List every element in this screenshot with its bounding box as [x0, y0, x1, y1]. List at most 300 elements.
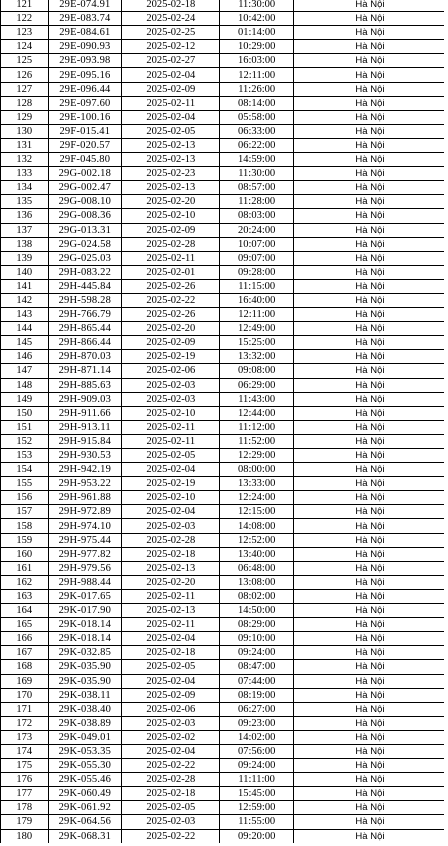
table-row: [1, 96, 448, 110]
location-cell: Hà Nội: [293, 604, 447, 618]
time-cell: 09:23:00: [220, 716, 293, 730]
time-cell: 08:57:00: [220, 181, 293, 195]
time-cell: 07:44:00: [220, 674, 293, 688]
time-cell: 12:52:00: [220, 533, 293, 547]
license-plate-cell: 29K-061.92: [48, 801, 122, 815]
time-cell: 11:55:00: [220, 815, 293, 829]
time-cell: 06:48:00: [220, 561, 293, 575]
table-row: [1, 153, 448, 167]
table-row: [1, 322, 448, 336]
table-row: [1, 547, 448, 561]
license-plate-cell: 29E-095.16: [48, 68, 122, 82]
row-number-cell: 128: [1, 96, 49, 110]
table-row: [1, 420, 448, 434]
row-number-cell: 147: [1, 364, 49, 378]
row-number-cell: 158: [1, 519, 49, 533]
row-number-cell: 178: [1, 801, 49, 815]
date-cell: 2025-02-27: [122, 54, 220, 68]
time-cell: 09:10:00: [220, 632, 293, 646]
location-cell: Hà Nội: [293, 491, 447, 505]
table-row: [1, 533, 448, 547]
license-plate-cell: 29H-953.22: [48, 477, 122, 491]
license-plate-cell: 29K-038.89: [48, 716, 122, 730]
row-number-cell: 179: [1, 815, 49, 829]
license-plate-cell: 29H-866.44: [48, 336, 122, 350]
location-cell: Hà Nội: [293, 449, 447, 463]
location-cell: Hà Nội: [293, 167, 447, 181]
date-cell: 2025-02-04: [122, 744, 220, 758]
table-row: [1, 561, 448, 575]
table-row: [1, 195, 448, 209]
date-cell: 2025-02-13: [122, 138, 220, 152]
table-row: [1, 646, 448, 660]
location-cell: Hà Nội: [293, 547, 447, 561]
row-number-cell: 160: [1, 547, 49, 561]
date-cell: 2025-02-11: [122, 434, 220, 448]
location-cell: Hà Nội: [293, 730, 447, 744]
row-number-cell: 164: [1, 604, 49, 618]
table-row: [1, 336, 448, 350]
row-number-cell: 127: [1, 82, 49, 96]
license-plate-cell: 29K-038.40: [48, 702, 122, 716]
row-number-cell: 165: [1, 618, 49, 632]
license-plate-cell: 29F-020.57: [48, 138, 122, 152]
time-cell: 10:07:00: [220, 237, 293, 251]
date-cell: 2025-02-03: [122, 716, 220, 730]
time-cell: 14:50:00: [220, 604, 293, 618]
license-plate-cell: 29K-035.90: [48, 674, 122, 688]
license-plate-cell: 29H-598.28: [48, 293, 122, 307]
date-cell: 2025-02-03: [122, 392, 220, 406]
license-plate-cell: 29K-035.90: [48, 660, 122, 674]
table-row: [1, 251, 448, 265]
row-number-cell: 177: [1, 787, 49, 801]
date-cell: 2025-02-01: [122, 265, 220, 279]
location-cell: Hà Nội: [293, 223, 447, 237]
date-cell: 2025-02-04: [122, 68, 220, 82]
row-number-cell: 167: [1, 646, 49, 660]
date-cell: 2025-02-09: [122, 336, 220, 350]
table-row: [1, 787, 448, 801]
time-cell: 11:30:00: [220, 0, 293, 12]
license-plate-cell: 29K-064.56: [48, 815, 122, 829]
table-row: [1, 618, 448, 632]
location-cell: Hà Nội: [293, 12, 447, 26]
location-cell: Hà Nội: [293, 392, 447, 406]
table-row: [1, 604, 448, 618]
location-cell: Hà Nội: [293, 477, 447, 491]
location-cell: Hà Nội: [293, 561, 447, 575]
location-cell: Hà Nội: [293, 744, 447, 758]
location-cell: Hà Nội: [293, 54, 447, 68]
time-cell: 10:29:00: [220, 40, 293, 54]
time-cell: 09:24:00: [220, 646, 293, 660]
time-cell: 09:08:00: [220, 364, 293, 378]
license-plate-cell: 29E-097.60: [48, 96, 122, 110]
table-row: [1, 759, 448, 773]
date-cell: 2025-02-20: [122, 195, 220, 209]
table-row: [1, 491, 448, 505]
location-cell: Hà Nội: [293, 350, 447, 364]
row-number-cell: 150: [1, 406, 49, 420]
license-plate-cell: 29H-974.10: [48, 519, 122, 533]
date-cell: 2025-02-11: [122, 618, 220, 632]
date-cell: 2025-02-03: [122, 519, 220, 533]
time-cell: 11:43:00: [220, 392, 293, 406]
table-row: [1, 434, 448, 448]
table-row: [1, 350, 448, 364]
location-cell: Hà Nội: [293, 787, 447, 801]
license-plate-cell: 29G-008.10: [48, 195, 122, 209]
license-plate-cell: 29H-766.79: [48, 308, 122, 322]
row-number-cell: 169: [1, 674, 49, 688]
license-plate-cell: 29E-090.93: [48, 40, 122, 54]
time-cell: 09:28:00: [220, 265, 293, 279]
date-cell: 2025-02-04: [122, 110, 220, 124]
row-number-cell: 154: [1, 463, 49, 477]
location-cell: Hà Nội: [293, 378, 447, 392]
row-number-cell: 148: [1, 378, 49, 392]
time-cell: 08:47:00: [220, 660, 293, 674]
table-row: [1, 406, 448, 420]
license-plate-cell: 29H-445.84: [48, 279, 122, 293]
license-plate-cell: 29G-013.31: [48, 223, 122, 237]
time-cell: 01:14:00: [220, 26, 293, 40]
date-cell: 2025-02-18: [122, 547, 220, 561]
table-row: [1, 265, 448, 279]
license-plate-cell: 29F-045.80: [48, 153, 122, 167]
license-plate-cell: 29E-083.74: [48, 12, 122, 26]
table-row: [1, 68, 448, 82]
date-cell: 2025-02-28: [122, 237, 220, 251]
row-number-cell: 125: [1, 54, 49, 68]
date-cell: 2025-02-28: [122, 773, 220, 787]
table-row: [1, 54, 448, 68]
table-row: [1, 632, 448, 646]
location-cell: Hà Nội: [293, 632, 447, 646]
date-cell: 2025-02-10: [122, 491, 220, 505]
time-cell: 08:03:00: [220, 209, 293, 223]
date-cell: 2025-02-19: [122, 350, 220, 364]
table-row: [1, 477, 448, 491]
row-number-cell: 122: [1, 12, 49, 26]
license-plate-cell: 29E-096.44: [48, 82, 122, 96]
row-number-cell: 121: [1, 0, 49, 12]
table-row: [1, 829, 448, 843]
location-cell: Hà Nội: [293, 138, 447, 152]
date-cell: 2025-02-13: [122, 561, 220, 575]
date-cell: 2025-02-11: [122, 96, 220, 110]
license-plate-cell: 29K-049.01: [48, 730, 122, 744]
table-row: [1, 449, 448, 463]
date-cell: 2025-02-26: [122, 279, 220, 293]
time-cell: 12:44:00: [220, 406, 293, 420]
time-cell: 11:52:00: [220, 434, 293, 448]
license-plate-cell: 29H-915.84: [48, 434, 122, 448]
row-number-cell: 124: [1, 40, 49, 54]
row-number-cell: 135: [1, 195, 49, 209]
row-number-cell: 136: [1, 209, 49, 223]
row-number-cell: 166: [1, 632, 49, 646]
table-row: [1, 589, 448, 603]
location-cell: Hà Nội: [293, 716, 447, 730]
row-number-cell: 172: [1, 716, 49, 730]
license-plate-cell: 29G-025.03: [48, 251, 122, 265]
time-cell: 20:24:00: [220, 223, 293, 237]
license-plate-cell: 29K-032.85: [48, 646, 122, 660]
date-cell: 2025-02-06: [122, 702, 220, 716]
time-cell: 06:29:00: [220, 378, 293, 392]
date-cell: 2025-02-22: [122, 759, 220, 773]
location-cell: Hà Nội: [293, 463, 447, 477]
row-number-cell: 176: [1, 773, 49, 787]
date-cell: 2025-02-10: [122, 406, 220, 420]
location-cell: Hà Nội: [293, 618, 447, 632]
date-cell: 2025-02-09: [122, 688, 220, 702]
license-plate-cell: 29H-979.56: [48, 561, 122, 575]
location-cell: Hà Nội: [293, 153, 447, 167]
date-cell: 2025-02-10: [122, 209, 220, 223]
table-row: [1, 378, 448, 392]
license-plate-cell: 29K-038.11: [48, 688, 122, 702]
row-number-cell: 159: [1, 533, 49, 547]
row-number-cell: 161: [1, 561, 49, 575]
date-cell: 2025-02-05: [122, 124, 220, 138]
time-cell: 08:00:00: [220, 463, 293, 477]
table-row: [1, 12, 448, 26]
row-number-cell: 175: [1, 759, 49, 773]
date-cell: 2025-02-13: [122, 181, 220, 195]
date-cell: 2025-02-05: [122, 801, 220, 815]
date-cell: 2025-02-02: [122, 730, 220, 744]
table-row: [1, 392, 448, 406]
location-cell: Hà Nội: [293, 181, 447, 195]
table-row: [1, 364, 448, 378]
time-cell: 13:40:00: [220, 547, 293, 561]
table-row: [1, 40, 448, 54]
time-cell: 09:24:00: [220, 759, 293, 773]
license-plate-cell: 29H-988.44: [48, 575, 122, 589]
row-number-cell: 142: [1, 293, 49, 307]
date-cell: 2025-02-04: [122, 505, 220, 519]
row-number-cell: 163: [1, 589, 49, 603]
license-plate-cell: 29H-975.44: [48, 533, 122, 547]
date-cell: 2025-02-11: [122, 420, 220, 434]
date-cell: 2025-02-04: [122, 463, 220, 477]
table-row: [1, 463, 448, 477]
license-plate-cell: 29H-909.03: [48, 392, 122, 406]
date-cell: 2025-02-11: [122, 251, 220, 265]
table-row: [1, 730, 448, 744]
license-plate-cell: 29G-002.47: [48, 181, 122, 195]
license-plate-cell: 29H-885.63: [48, 378, 122, 392]
violation-table-body: [1, 0, 448, 843]
location-cell: Hà Nội: [293, 420, 447, 434]
table-row: [1, 167, 448, 181]
location-cell: Hà Nội: [293, 702, 447, 716]
license-plate-cell: 29H-930.53: [48, 449, 122, 463]
date-cell: 2025-02-03: [122, 815, 220, 829]
location-cell: Hà Nội: [293, 279, 447, 293]
time-cell: 05:58:00: [220, 110, 293, 124]
license-plate-cell: 29K-018.14: [48, 632, 122, 646]
row-number-cell: 145: [1, 336, 49, 350]
date-cell: 2025-02-20: [122, 322, 220, 336]
table-row: [1, 773, 448, 787]
license-plate-cell: 29F-015.41: [48, 124, 122, 138]
row-number-cell: 138: [1, 237, 49, 251]
location-cell: Hà Nội: [293, 364, 447, 378]
table-row: [1, 237, 448, 251]
location-cell: Hà Nội: [293, 251, 447, 265]
row-number-cell: 143: [1, 308, 49, 322]
table-row: [1, 82, 448, 96]
license-plate-cell: 29E-074.91: [48, 0, 122, 12]
date-cell: 2025-02-23: [122, 167, 220, 181]
time-cell: 12:11:00: [220, 308, 293, 322]
table-row: [1, 124, 448, 138]
table-row: [1, 801, 448, 815]
table-row: [1, 308, 448, 322]
license-plate-cell: 29K-055.46: [48, 773, 122, 787]
location-cell: Hà Nội: [293, 40, 447, 54]
row-number-cell: 171: [1, 702, 49, 716]
time-cell: 06:27:00: [220, 702, 293, 716]
license-plate-cell: 29G-024.58: [48, 237, 122, 251]
location-cell: Hà Nội: [293, 96, 447, 110]
time-cell: 08:14:00: [220, 96, 293, 110]
row-number-cell: 149: [1, 392, 49, 406]
location-cell: Hà Nội: [293, 660, 447, 674]
location-cell: Hà Nội: [293, 519, 447, 533]
location-cell: Hà Nội: [293, 0, 447, 12]
license-plate-cell: 29K-018.14: [48, 618, 122, 632]
license-plate-cell: 29H-977.82: [48, 547, 122, 561]
time-cell: 08:29:00: [220, 618, 293, 632]
row-number-cell: 141: [1, 279, 49, 293]
table-row: [1, 181, 448, 195]
date-cell: 2025-02-28: [122, 533, 220, 547]
location-cell: Hà Nội: [293, 124, 447, 138]
location-cell: Hà Nội: [293, 406, 447, 420]
table-row: [1, 674, 448, 688]
location-cell: Hà Nội: [293, 237, 447, 251]
location-cell: Hà Nội: [293, 646, 447, 660]
license-plate-cell: 29H-913.11: [48, 420, 122, 434]
table-row: [1, 519, 448, 533]
time-cell: 14:08:00: [220, 519, 293, 533]
time-cell: 11:15:00: [220, 279, 293, 293]
time-cell: 15:45:00: [220, 787, 293, 801]
row-number-cell: 168: [1, 660, 49, 674]
table-row: [1, 505, 448, 519]
row-number-cell: 152: [1, 434, 49, 448]
table-row: [1, 26, 448, 40]
license-plate-cell: 29E-100.16: [48, 110, 122, 124]
table-row: [1, 223, 448, 237]
time-cell: 09:20:00: [220, 829, 293, 843]
time-cell: 14:02:00: [220, 730, 293, 744]
date-cell: 2025-02-04: [122, 674, 220, 688]
license-plate-cell: 29K-068.31: [48, 829, 122, 843]
license-plate-cell: 29H-961.88: [48, 491, 122, 505]
row-number-cell: 174: [1, 744, 49, 758]
location-cell: Hà Nội: [293, 82, 447, 96]
table-row: [1, 716, 448, 730]
time-cell: 09:07:00: [220, 251, 293, 265]
row-number-cell: 133: [1, 167, 49, 181]
table-row: [1, 209, 448, 223]
location-cell: Hà Nội: [293, 26, 447, 40]
time-cell: 13:33:00: [220, 477, 293, 491]
location-cell: Hà Nội: [293, 505, 447, 519]
time-cell: 12:59:00: [220, 801, 293, 815]
time-cell: 06:33:00: [220, 124, 293, 138]
license-plate-cell: 29H-871.14: [48, 364, 122, 378]
time-cell: 06:22:00: [220, 138, 293, 152]
time-cell: 12:49:00: [220, 322, 293, 336]
location-cell: Hà Nội: [293, 773, 447, 787]
license-plate-cell: 29E-093.98: [48, 54, 122, 68]
license-plate-cell: 29K-060.49: [48, 787, 122, 801]
location-cell: Hà Nội: [293, 589, 447, 603]
row-number-cell: 131: [1, 138, 49, 152]
date-cell: 2025-02-09: [122, 82, 220, 96]
date-cell: 2025-02-06: [122, 364, 220, 378]
date-cell: 2025-02-09: [122, 223, 220, 237]
location-cell: Hà Nội: [293, 110, 447, 124]
date-cell: 2025-02-18: [122, 646, 220, 660]
table-row: [1, 293, 448, 307]
row-number-cell: 137: [1, 223, 49, 237]
date-cell: 2025-02-20: [122, 575, 220, 589]
date-cell: 2025-02-13: [122, 604, 220, 618]
location-cell: Hà Nội: [293, 68, 447, 82]
time-cell: 11:12:00: [220, 420, 293, 434]
license-plate-cell: 29G-008.36: [48, 209, 122, 223]
location-cell: Hà Nội: [293, 209, 447, 223]
license-plate-cell: 29H-911.66: [48, 406, 122, 420]
license-plate-cell: 29H-083.22: [48, 265, 122, 279]
row-number-cell: 132: [1, 153, 49, 167]
time-cell: 15:25:00: [220, 336, 293, 350]
time-cell: 12:24:00: [220, 491, 293, 505]
row-number-cell: 129: [1, 110, 49, 124]
location-cell: Hà Nội: [293, 308, 447, 322]
location-cell: Hà Nội: [293, 829, 447, 843]
row-number-cell: 170: [1, 688, 49, 702]
table-row: [1, 138, 448, 152]
table-row: [1, 688, 448, 702]
table-row: [1, 0, 448, 12]
time-cell: 11:11:00: [220, 773, 293, 787]
row-number-cell: 139: [1, 251, 49, 265]
location-cell: Hà Nội: [293, 688, 447, 702]
license-plate-cell: 29K-017.65: [48, 589, 122, 603]
row-number-cell: 173: [1, 730, 49, 744]
row-number-cell: 180: [1, 829, 49, 843]
location-cell: Hà Nội: [293, 265, 447, 279]
time-cell: 13:08:00: [220, 575, 293, 589]
time-cell: 11:28:00: [220, 195, 293, 209]
row-number-cell: 157: [1, 505, 49, 519]
date-cell: 2025-02-05: [122, 660, 220, 674]
date-cell: 2025-02-25: [122, 26, 220, 40]
date-cell: 2025-02-18: [122, 0, 220, 12]
table-row: [1, 815, 448, 829]
time-cell: 12:11:00: [220, 68, 293, 82]
table-row: [1, 575, 448, 589]
